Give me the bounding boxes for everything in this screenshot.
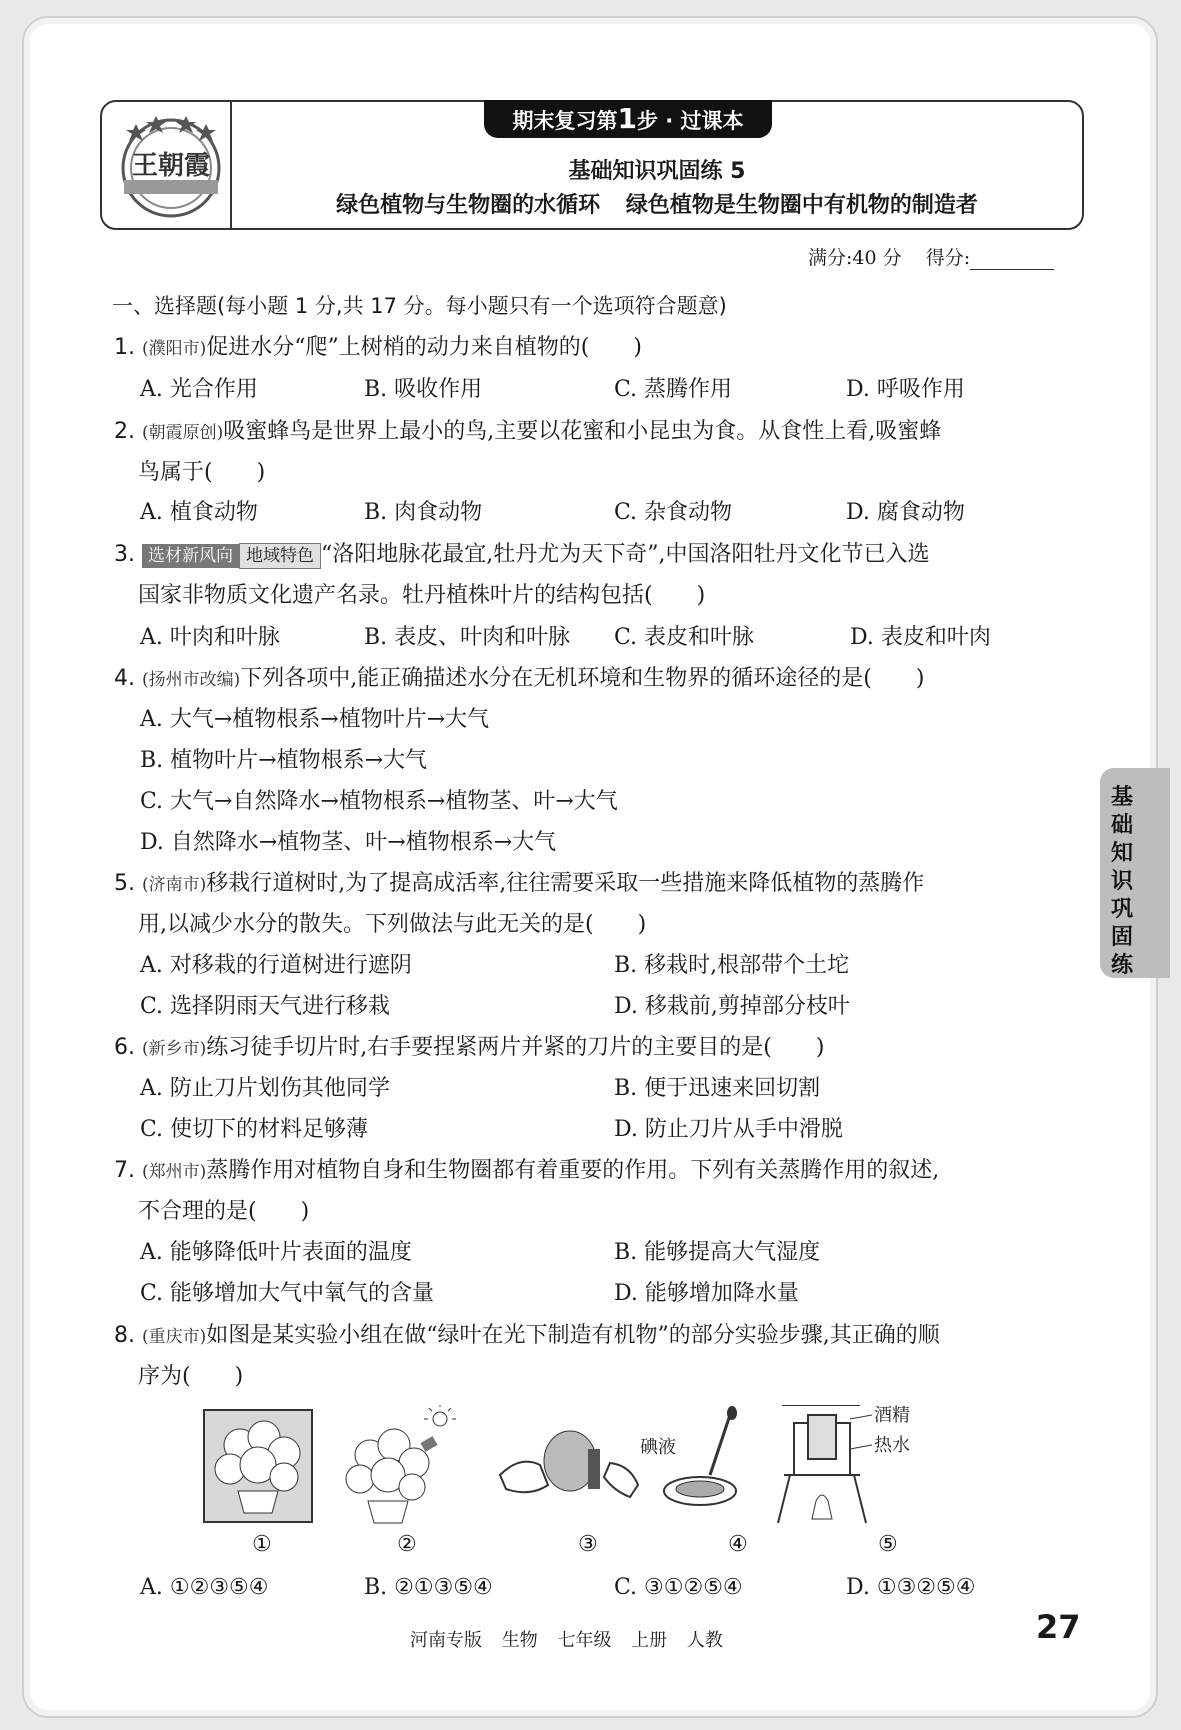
side-tab-char: 固 — [1110, 925, 1133, 950]
q5-option-b[interactable]: B. 移栽时,根部带个土坨 — [614, 953, 850, 978]
q7-option-b[interactable]: B. 能够提高大气湿度 — [614, 1240, 821, 1265]
exercise-title: 基础知识巩固练 5 — [568, 159, 746, 184]
step-4-iodine-drop-icon — [640, 1406, 737, 1505]
score-line — [808, 243, 1054, 270]
q3-option-a[interactable]: A. 叶肉和叶脉 — [140, 625, 280, 650]
q3-option-b[interactable]: B. 表皮、叶肉和叶脉 — [364, 625, 571, 650]
q3-option-c[interactable]: C. 表皮和叶脉 — [614, 625, 755, 650]
q4-option-c[interactable]: C. 大气→自然降水→植物根系→植物茎、叶→大气 — [140, 789, 618, 814]
q6-option-a[interactable]: A. 防止刀片划伤其他同学 — [140, 1076, 390, 1101]
question-number: 4. — [114, 666, 135, 691]
q7-option-c[interactable]: C. 能够增加大气中氧气的含量 — [140, 1281, 435, 1306]
question-number: 7. — [114, 1158, 135, 1183]
q1-option-d[interactable]: D. 呼吸作用 — [846, 377, 965, 402]
question-number: 5. — [114, 871, 135, 896]
question-5-line-1 — [114, 866, 924, 897]
question-3-line-1 — [114, 537, 929, 569]
q6-option-c[interactable]: C. 使切下的材料足够薄 — [140, 1117, 369, 1142]
banner — [484, 100, 772, 138]
side-tab-char: 练 — [1110, 953, 1133, 978]
banner-post: 步 · 过课本 — [636, 109, 744, 133]
header-box — [100, 100, 1084, 230]
side-tab-char: 识 — [1110, 869, 1133, 894]
question-6-line-1 — [114, 1030, 824, 1061]
q2-option-a[interactable]: A. 植食动物 — [140, 500, 258, 525]
figure-label-5: ⑤ — [878, 1532, 898, 1557]
q2-option-d[interactable]: D. 腐食动物 — [846, 500, 965, 525]
q4-option-b[interactable]: B. 植物叶片→植物根系→大气 — [140, 748, 428, 773]
exercise-subtitle: 绿色植物与生物圈的水循环 绿色植物是生物圈中有机物的制造者 — [336, 193, 978, 218]
question-8-line-2: 序为( ) — [138, 1364, 244, 1389]
question-5-line-2: 用,以减少水分的散失。下列做法与此无关的是( ) — [138, 912, 647, 937]
q7-option-d[interactable]: D. 能够增加降水量 — [614, 1281, 799, 1306]
q1-option-c[interactable]: C. 蒸腾作用 — [614, 377, 733, 402]
question-7-line-1 — [114, 1153, 939, 1184]
q8-option-a[interactable]: A. ①②③⑤④ — [140, 1575, 269, 1600]
figure-label-3: ③ — [578, 1532, 598, 1557]
q4-option-a[interactable]: A. 大气→植物根系→植物叶片→大气 — [140, 707, 490, 732]
tag-regional: 地域特色 — [239, 543, 321, 569]
step-1-dark-treatment-icon — [204, 1410, 312, 1522]
step-2-light-exposure-icon — [346, 1405, 456, 1523]
q6-option-d[interactable]: D. 防止刀片从手中滑脱 — [614, 1117, 843, 1142]
question-text: 促进水分“爬”上树梢的动力来自植物的( ) — [206, 335, 642, 360]
full-score: 满分:40 分 — [808, 247, 902, 269]
figure-label-2: ② — [397, 1532, 417, 1557]
side-tab-char: 础 — [1110, 813, 1133, 838]
step-3-remove-cover-icon — [500, 1431, 638, 1497]
q2-option-c[interactable]: C. 杂食动物 — [614, 500, 733, 525]
question-source: (濮阳市) — [142, 339, 207, 359]
question-source: (朝霞原创) — [142, 423, 224, 443]
q5-option-a[interactable]: A. 对移栽的行道树进行遮阴 — [140, 953, 412, 978]
score-blank[interactable] — [970, 249, 1054, 270]
q5-option-d[interactable]: D. 移栽前,剪掉部分枝叶 — [614, 994, 850, 1019]
question-4-line-1 — [114, 661, 924, 692]
q3-option-d[interactable]: D. 表皮和叶肉 — [850, 625, 991, 650]
question-8-line-1 — [114, 1318, 940, 1349]
question-tags — [142, 542, 321, 569]
side-tab-char: 巩 — [1110, 897, 1133, 922]
question-number: 2. — [114, 419, 135, 444]
question-2-line-1 — [114, 414, 941, 445]
section-title: 一、选择题(每小题 1 分,共 17 分。每小题只有一个选项符合题意) — [112, 294, 727, 318]
q1-option-b[interactable]: B. 吸收作用 — [364, 377, 483, 402]
q8-option-d[interactable]: D. ①③②⑤④ — [846, 1575, 976, 1600]
question-text: “洛阳地脉花最宜,牡丹尤为天下奇”,中国洛阳牡丹文化节已入选 — [321, 542, 930, 567]
hot-water-annotation: 热水 — [874, 1435, 910, 1456]
question-2-line-2: 鸟属于( ) — [138, 460, 266, 485]
side-tab[interactable] — [1100, 768, 1170, 978]
question-1-line-1 — [114, 330, 642, 361]
alcohol-annotation: 酒精 — [874, 1405, 910, 1426]
footer-info: 河南专版 生物 七年级 上册 人教 — [410, 1630, 723, 1651]
question-3-line-2: 国家非物质文化遗产名录。牡丹植株叶片的结构包括( ) — [138, 583, 706, 608]
q8-option-c[interactable]: C. ③①②⑤④ — [614, 1575, 743, 1600]
q2-option-b[interactable]: B. 肉食动物 — [364, 500, 483, 525]
banner-pre: 期末复习第 — [512, 109, 618, 133]
logo-seal — [116, 110, 226, 220]
question-source: (济南市) — [142, 875, 207, 895]
q5-option-c[interactable]: C. 选择阴雨天气进行移栽 — [140, 994, 391, 1019]
side-tab-char: 知 — [1110, 841, 1133, 866]
score-label: 得分: — [925, 247, 971, 269]
question-text: 移栽行道树时,为了提高成活率,往往需要采取一些措施来降低植物的蒸腾作 — [206, 871, 925, 896]
question-text: 下列各项中,能正确描述水分在无机环境和生物界的循环途径的是( ) — [240, 666, 925, 691]
question-7-line-2: 不合理的是( ) — [138, 1199, 310, 1224]
question-text: 吸蜜蜂鸟是世界上最小的鸟,主要以花蜜和小昆虫为食。从食性上看,吸蜜蜂 — [223, 419, 942, 444]
question-number: 3. — [114, 542, 135, 567]
page-number: 27 — [1036, 1608, 1081, 1646]
tag-new-trend: 选材新风向 — [142, 544, 239, 568]
svg-text:王朝霞: 王朝霞 — [131, 151, 211, 181]
question-number: 1. — [114, 335, 135, 360]
question-number: 6. — [114, 1035, 135, 1060]
question-text: 练习徒手切片时,右手要捏紧两片并紧的刀片的主要目的是( ) — [206, 1035, 825, 1060]
side-tab-char: 基 — [1110, 785, 1133, 810]
q7-option-a[interactable]: A. 能够降低叶片表面的温度 — [140, 1240, 412, 1265]
question-number: 8. — [114, 1323, 135, 1348]
q4-option-d[interactable]: D. 自然降水→植物茎、叶→植物根系→大气 — [140, 830, 557, 855]
step-5-alcohol-bath-icon — [778, 1405, 910, 1523]
banner-step-number: 1 — [617, 102, 637, 135]
question-source: (新乡市) — [142, 1039, 207, 1059]
question-text: 蒸腾作用对植物自身和生物圈都有着重要的作用。下列有关蒸腾作用的叙述, — [206, 1158, 940, 1183]
question-source: (扬州市改编) — [142, 670, 241, 690]
question-source: (郑州市) — [142, 1162, 207, 1182]
q6-option-b[interactable]: B. 便于迅速来回切割 — [614, 1076, 821, 1101]
iodine-annotation: 碘液 — [640, 1437, 676, 1458]
q8-option-b[interactable]: B. ②①③⑤④ — [364, 1575, 493, 1600]
q1-option-a[interactable]: A. 光合作用 — [140, 377, 258, 402]
question-text: 如图是某实验小组在做“绿叶在光下制造有机物”的部分实验步骤,其正确的顺 — [206, 1323, 940, 1348]
question-source: (重庆市) — [142, 1327, 207, 1347]
figure-label-4: ④ — [728, 1532, 748, 1557]
figure-label-1: ① — [252, 1532, 272, 1557]
